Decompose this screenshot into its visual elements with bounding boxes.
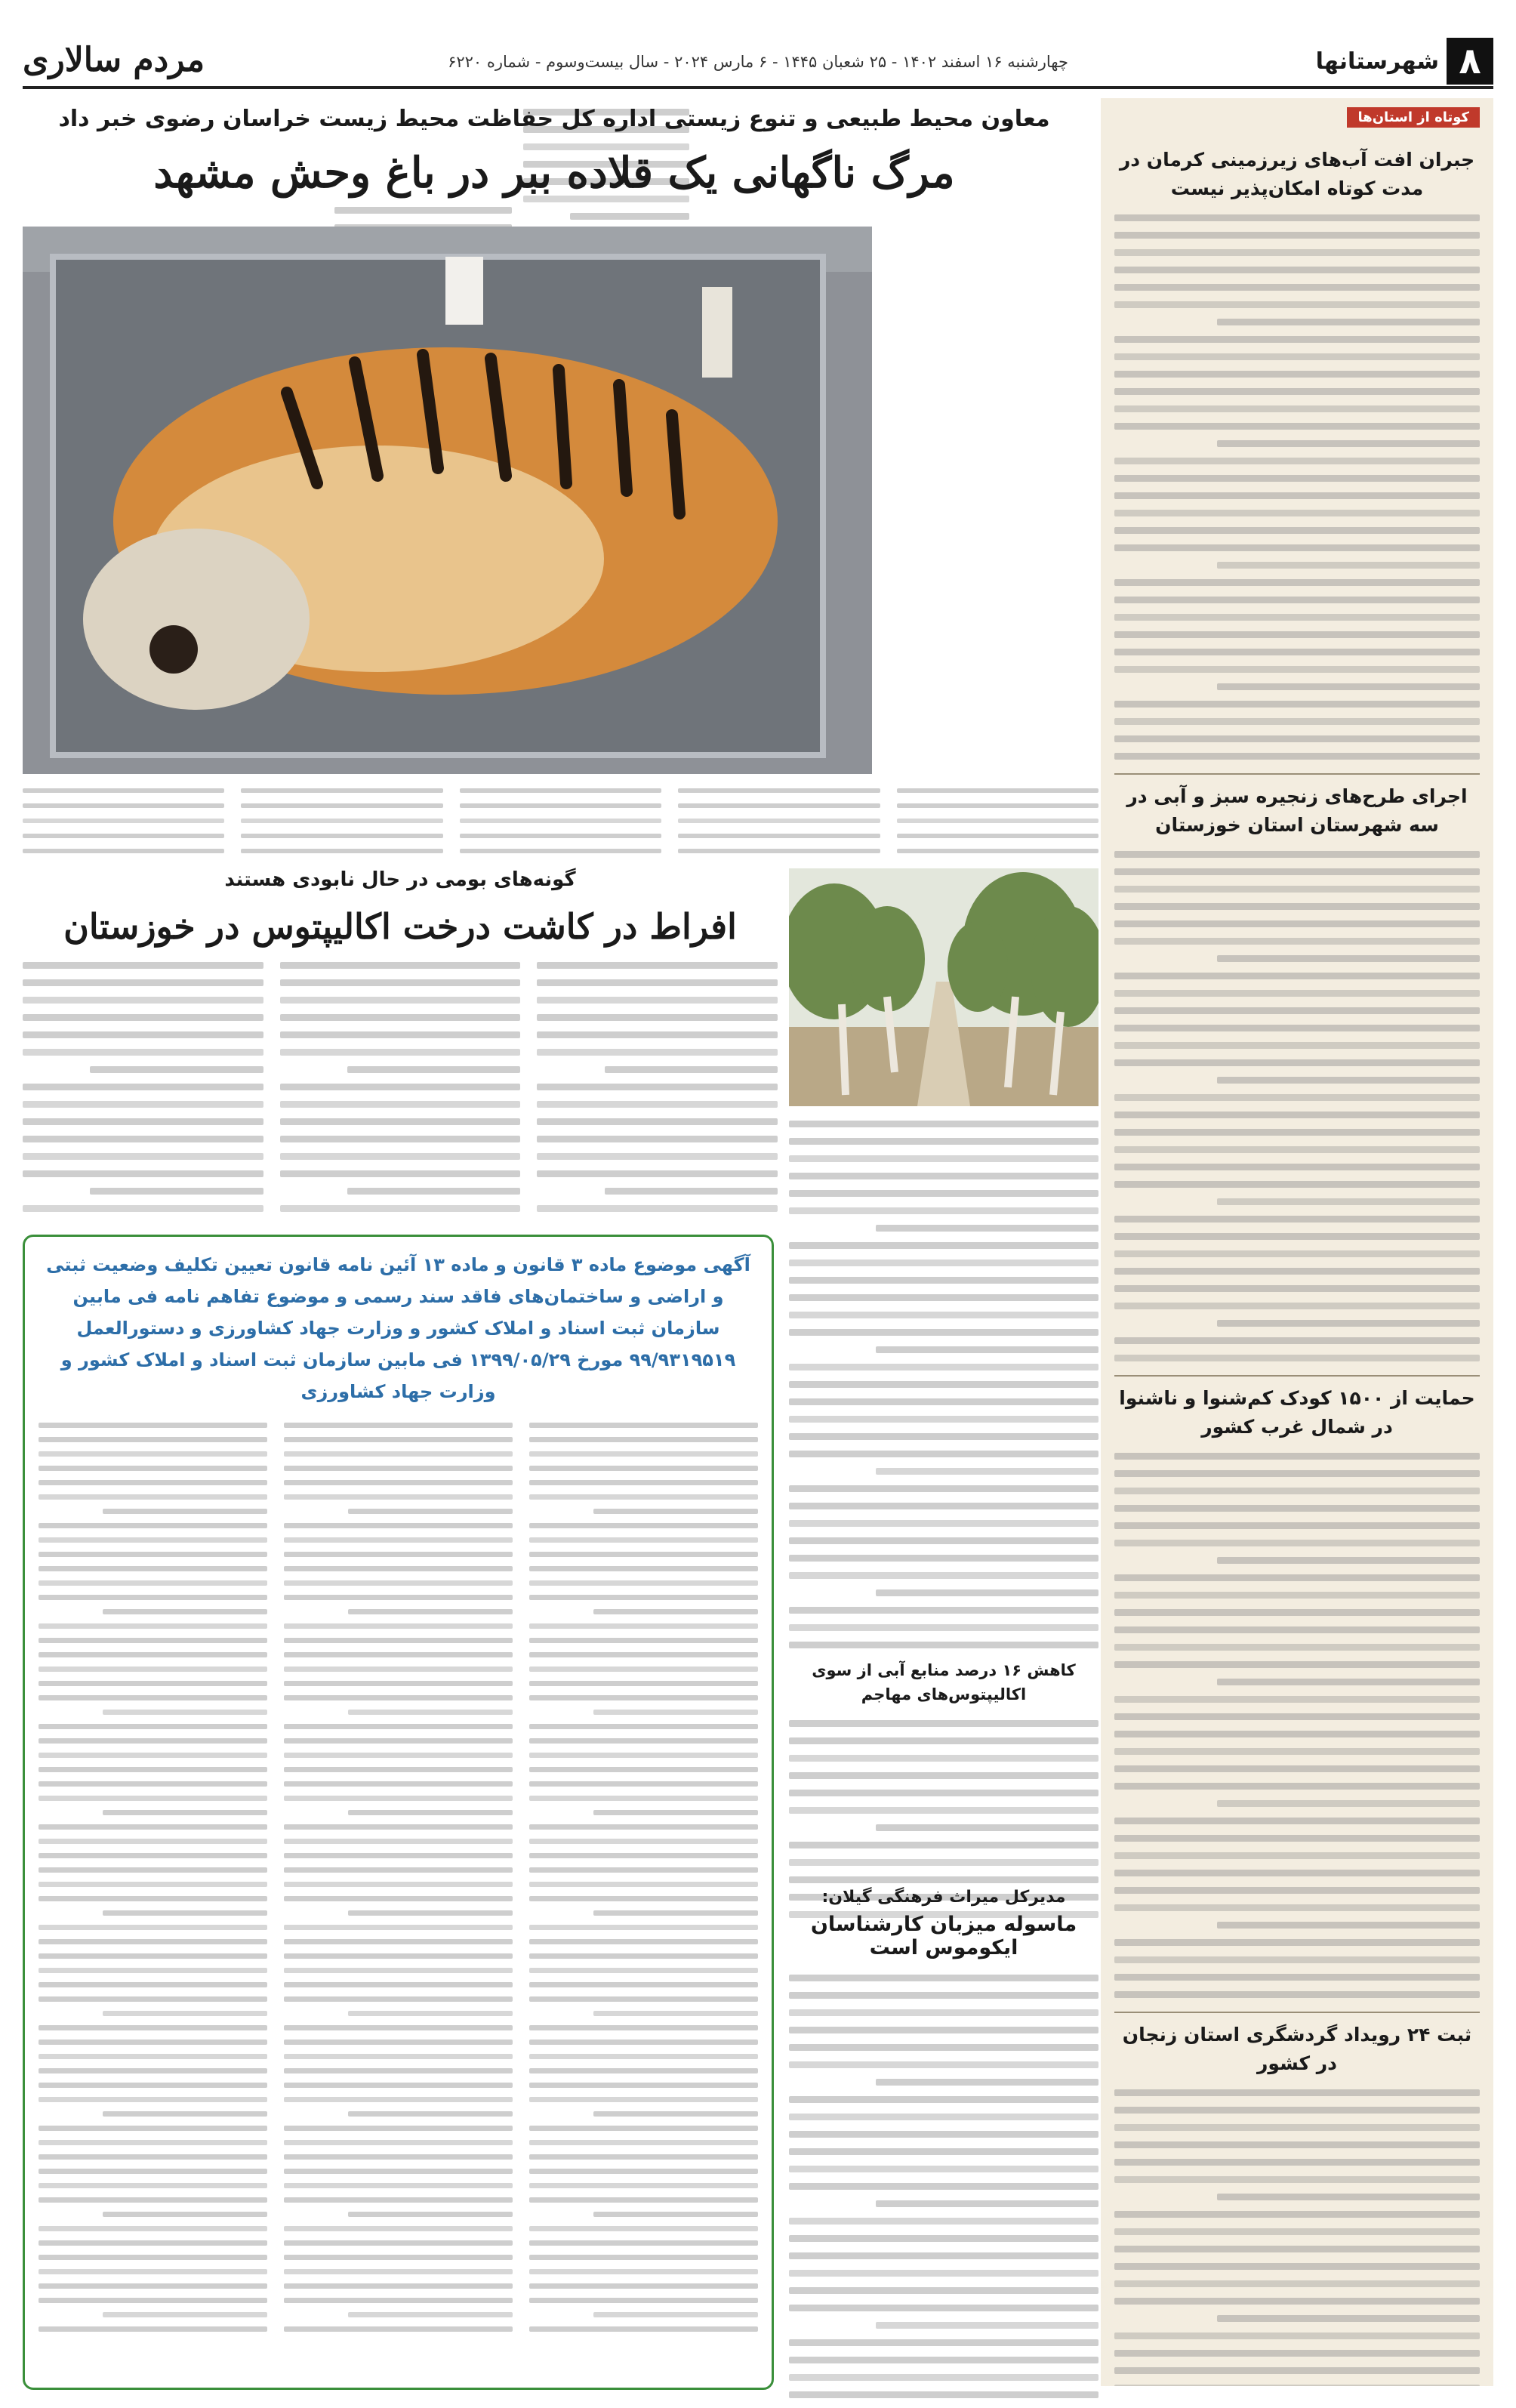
notice-body <box>529 1420 758 2390</box>
story-headline: افراط در کاشت درخت اکالیپتوس در خوزستان <box>63 906 737 947</box>
tiger-photo <box>23 227 872 774</box>
lead-headline: مرگ ناگهانی یک قلاده ببر در باغ وحش مشهد <box>153 148 955 198</box>
sidebar-headline: اجرای طرح‌های زنجیره سبز و آبی در سه شهرستان استان خوزستان <box>1126 785 1468 836</box>
lead-kicker: معاون محیط طبیعی و تنوع زیستی اداره کل حفاظت محیط زیست خراسان رضوی خبر داد <box>58 106 1050 132</box>
article-body <box>1114 211 1480 760</box>
notice-body <box>284 1420 513 2390</box>
divider <box>1114 2012 1480 2013</box>
sidebar-label: کوتاه از استان‌ها <box>1347 107 1480 128</box>
story-headline: ماسوله میزبان کارشناسان ایکوموس است <box>810 1913 1077 1959</box>
masthead <box>23 36 1493 89</box>
article-body <box>241 785 442 853</box>
story-columns <box>23 959 778 1223</box>
caption-row <box>23 785 1098 853</box>
article-body <box>789 1118 1098 1648</box>
article-body <box>1114 848 1480 1361</box>
date-line: چهارشنبه ۱۶ اسفند ۱۴۰۲ - ۲۵ شعبان ۱۴۴۵ - ۶ مارس ۲۰۲۴ - سال بیست‌وسوم - شماره ۶۲۲۰ <box>448 53 1068 71</box>
story-kicker: گونه‌های بومی در حال نابودی هستند <box>224 868 576 891</box>
section-name: شهرستانها <box>1315 48 1439 75</box>
story-kicker: مدیرکل میراث فرهنگی گیلان: <box>821 1888 1066 1907</box>
article-body <box>1114 2086 1480 2386</box>
article-body <box>897 785 1098 853</box>
article-body <box>23 959 263 1223</box>
sidebar-headline: ثبت ۲۴ رویداد گردشگری استان زنجان در کشور <box>1122 2024 1472 2074</box>
notice-title: آگهی موضوع ماده ۳ قانون و ماده ۱۳ آئین نامه قانون تعیین تکلیف وضعیت ثبتی و اراضی و ساختمان‌های فاقد سند رسمی و موضوع تفاهم نامه فی مابین سازمان ثبت اسناد و املاک کشور و وزارت جهاد کشاورزی و دستورالعمل ۹۹/۹۳۱۹۵۱۹ مورخ ۱۳۹۹/۰۵/۲۹ فی مابین سازمان ثبت اسناد و املاک کشور و وزارت جهاد کشاورزی <box>46 1254 750 1402</box>
heritage-story <box>789 1888 1098 2386</box>
notice-body <box>39 1420 267 2390</box>
article-body <box>280 959 521 1223</box>
article-body <box>460 785 661 853</box>
news-sidebar <box>1101 98 1493 2386</box>
sidebar-headline: حمایت از ۱۵۰۰ کودک کم‌شنوا و ناشنوا در شمال غرب کشور <box>1119 1387 1475 1438</box>
article-body <box>537 959 778 1223</box>
article-body <box>23 785 224 853</box>
eucalyptus-photo <box>789 868 1098 1106</box>
divider <box>1114 773 1480 775</box>
article-body <box>789 1972 1098 2408</box>
notice-columns <box>39 1420 758 2390</box>
story-column <box>789 1118 1098 1873</box>
section-header <box>1316 38 1493 85</box>
legal-notice <box>23 1235 774 2390</box>
story-subhead: کاهش ۱۶ درصد منابع آبی از سوی اکالیپتوس‌های مهاجم <box>812 1661 1076 1703</box>
sidebar-headline: جبران افت آب‌های زیرزمینی کرمان در مدت کوتاه امکان‌پذیر نیست <box>1119 149 1475 199</box>
page-number: ۸ <box>1447 38 1493 85</box>
article-body <box>678 785 880 853</box>
divider <box>1114 1375 1480 1377</box>
article-body <box>1114 1450 1480 1998</box>
paper-logo: مردم سالاری <box>23 41 205 79</box>
